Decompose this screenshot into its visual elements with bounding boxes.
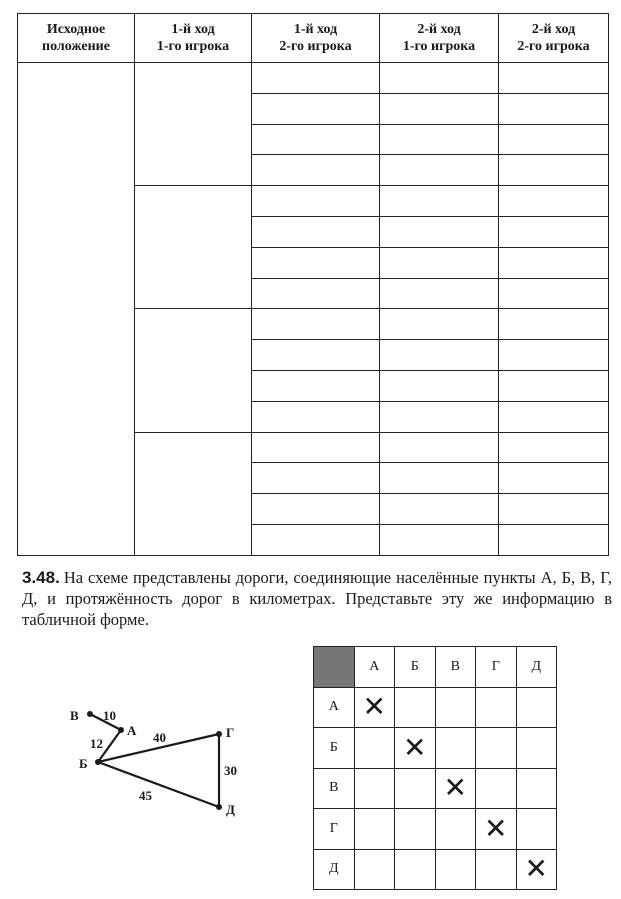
move1-player2-cell: [252, 401, 380, 432]
problem-text: На схеме представлены дороги, соединяющие населённые пункты А, Б, В, Г, Д, и протяжённость дорог в километрах. Представьте эту же информацию в табличной форме.: [22, 568, 612, 629]
move1-player2-cell: [252, 216, 380, 247]
node-label-v: В: [70, 708, 79, 723]
distance-cell: [476, 768, 517, 809]
distance-cell: [516, 768, 557, 809]
move1-player2-cell: [252, 155, 380, 186]
move1-player2-cell: [252, 432, 380, 463]
road-diagram: [0, 690, 300, 830]
node-v: [87, 711, 93, 717]
move2-player1-cell: [380, 340, 499, 371]
distance-corner-cell: [314, 647, 355, 688]
game-moves-table: [17, 13, 609, 556]
node-g: [216, 731, 222, 737]
move1-player2-cell: [252, 186, 380, 217]
move1-player2-cell: [252, 340, 380, 371]
move2-player2-cell: [499, 216, 609, 247]
move2-player1-cell: [380, 247, 499, 278]
distance-cell: [354, 849, 395, 890]
edge-label-b-d: 45: [139, 788, 152, 803]
distance-cell: [516, 809, 557, 850]
distance-cell: [435, 687, 476, 728]
move2-player2-cell: [499, 432, 609, 463]
move2-player2-cell: [499, 524, 609, 555]
distance-cell: [476, 728, 517, 769]
distance-row-header: Б: [314, 728, 355, 769]
move2-player1-cell: [380, 93, 499, 124]
header-move2-player2: 2-й ход 2-го игрока: [499, 14, 609, 63]
distance-row: [314, 849, 557, 890]
distance-row-header: А: [314, 687, 355, 728]
diagonal-cross-icon: ✕: [516, 849, 557, 890]
header-move1-player2: 1-й ход 2-го игрока: [252, 14, 380, 63]
move1-player2-cell: [252, 524, 380, 555]
distance-cell: [395, 687, 436, 728]
header-move2-player1: 2-й ход 1-го игрока: [380, 14, 499, 63]
move2-player2-cell: [499, 124, 609, 155]
distance-row: [314, 809, 557, 850]
distance-cell: [516, 728, 557, 769]
diagonal-cross-icon: ✕: [395, 728, 436, 769]
edge-label-g-d: 30: [224, 763, 237, 778]
road-b-d: [98, 762, 219, 807]
problem-statement: [22, 567, 612, 630]
distance-cell: [354, 809, 395, 850]
problem-number: 3.48.: [22, 568, 60, 587]
distance-cell: [435, 728, 476, 769]
move2-player1-cell: [380, 370, 499, 401]
distance-col-a: А: [354, 647, 395, 688]
move2-player1-cell: [380, 432, 499, 463]
move2-player1-cell: [380, 524, 499, 555]
distance-row-header: Д: [314, 849, 355, 890]
move2-player2-cell: [499, 247, 609, 278]
edge-label-a-b: 12: [90, 736, 103, 751]
node-label-d: Д: [226, 802, 235, 817]
edge-label-b-g: 40: [153, 730, 166, 745]
distance-cell: [435, 849, 476, 890]
move2-player1-cell: [380, 216, 499, 247]
move2-player2-cell: [499, 494, 609, 525]
move1-player2-cell: [252, 247, 380, 278]
node-a: [118, 727, 124, 733]
game-table-body: [18, 63, 609, 556]
move2-player1-cell: [380, 463, 499, 494]
move1-player2-cell: [252, 309, 380, 340]
move2-player2-cell: [499, 340, 609, 371]
move1-player1-cell: [135, 309, 252, 432]
move2-player2-cell: [499, 309, 609, 340]
distance-cell: [395, 809, 436, 850]
header-move1-player1: 1-й ход 1-го игрока: [135, 14, 252, 63]
move1-player2-cell: [252, 370, 380, 401]
move1-player2-cell: [252, 494, 380, 525]
distance-table-body: [314, 687, 557, 890]
distance-table: [313, 646, 557, 890]
distance-row: [314, 687, 557, 728]
diagonal-cross-icon: ✕: [354, 687, 395, 728]
move2-player2-cell: [499, 401, 609, 432]
node-label-a: А: [127, 723, 137, 738]
edge-label-v-a: 10: [103, 708, 116, 723]
move2-player2-cell: [499, 186, 609, 217]
move1-player2-cell: [252, 93, 380, 124]
move1-player1-cell: [135, 432, 252, 555]
distance-cell: [435, 809, 476, 850]
distance-cell: [354, 728, 395, 769]
game-table-row: [18, 63, 609, 94]
move1-player2-cell: [252, 463, 380, 494]
move1-player1-cell: [135, 186, 252, 309]
move2-player2-cell: [499, 93, 609, 124]
move1-player2-cell: [252, 63, 380, 94]
node-b: [95, 759, 101, 765]
move2-player1-cell: [380, 309, 499, 340]
diagonal-cross-icon: ✕: [435, 768, 476, 809]
distance-cell: [476, 849, 517, 890]
distance-row-header: Г: [314, 809, 355, 850]
distance-row: [314, 768, 557, 809]
diagonal-cross-icon: ✕: [476, 809, 517, 850]
node-label-g: Г: [226, 725, 235, 740]
move2-player2-cell: [499, 155, 609, 186]
distance-cell: [395, 768, 436, 809]
distance-header-row: [314, 647, 557, 688]
distance-row: [314, 728, 557, 769]
distance-col-v: В: [435, 647, 476, 688]
header-start-position: Исходное положение: [18, 14, 135, 63]
move2-player2-cell: [499, 278, 609, 309]
move2-player2-cell: [499, 463, 609, 494]
distance-cell: [476, 687, 517, 728]
move2-player1-cell: [380, 494, 499, 525]
game-table-header-row: [18, 14, 609, 63]
move2-player1-cell: [380, 63, 499, 94]
distance-row-header: В: [314, 768, 355, 809]
distance-cell: [354, 768, 395, 809]
distance-col-b: Б: [395, 647, 436, 688]
node-d: [216, 804, 222, 810]
distance-col-d: Д: [516, 647, 557, 688]
node-label-b: Б: [79, 756, 88, 771]
move2-player1-cell: [380, 155, 499, 186]
move1-player2-cell: [252, 124, 380, 155]
distance-cell: [516, 687, 557, 728]
start-position-cell: [18, 63, 135, 556]
move2-player1-cell: [380, 278, 499, 309]
move2-player1-cell: [380, 401, 499, 432]
move2-player2-cell: [499, 63, 609, 94]
distance-cell: [395, 849, 436, 890]
move2-player2-cell: [499, 370, 609, 401]
distance-col-g: Г: [476, 647, 517, 688]
move2-player1-cell: [380, 124, 499, 155]
move1-player1-cell: [135, 63, 252, 186]
move1-player2-cell: [252, 278, 380, 309]
move2-player1-cell: [380, 186, 499, 217]
